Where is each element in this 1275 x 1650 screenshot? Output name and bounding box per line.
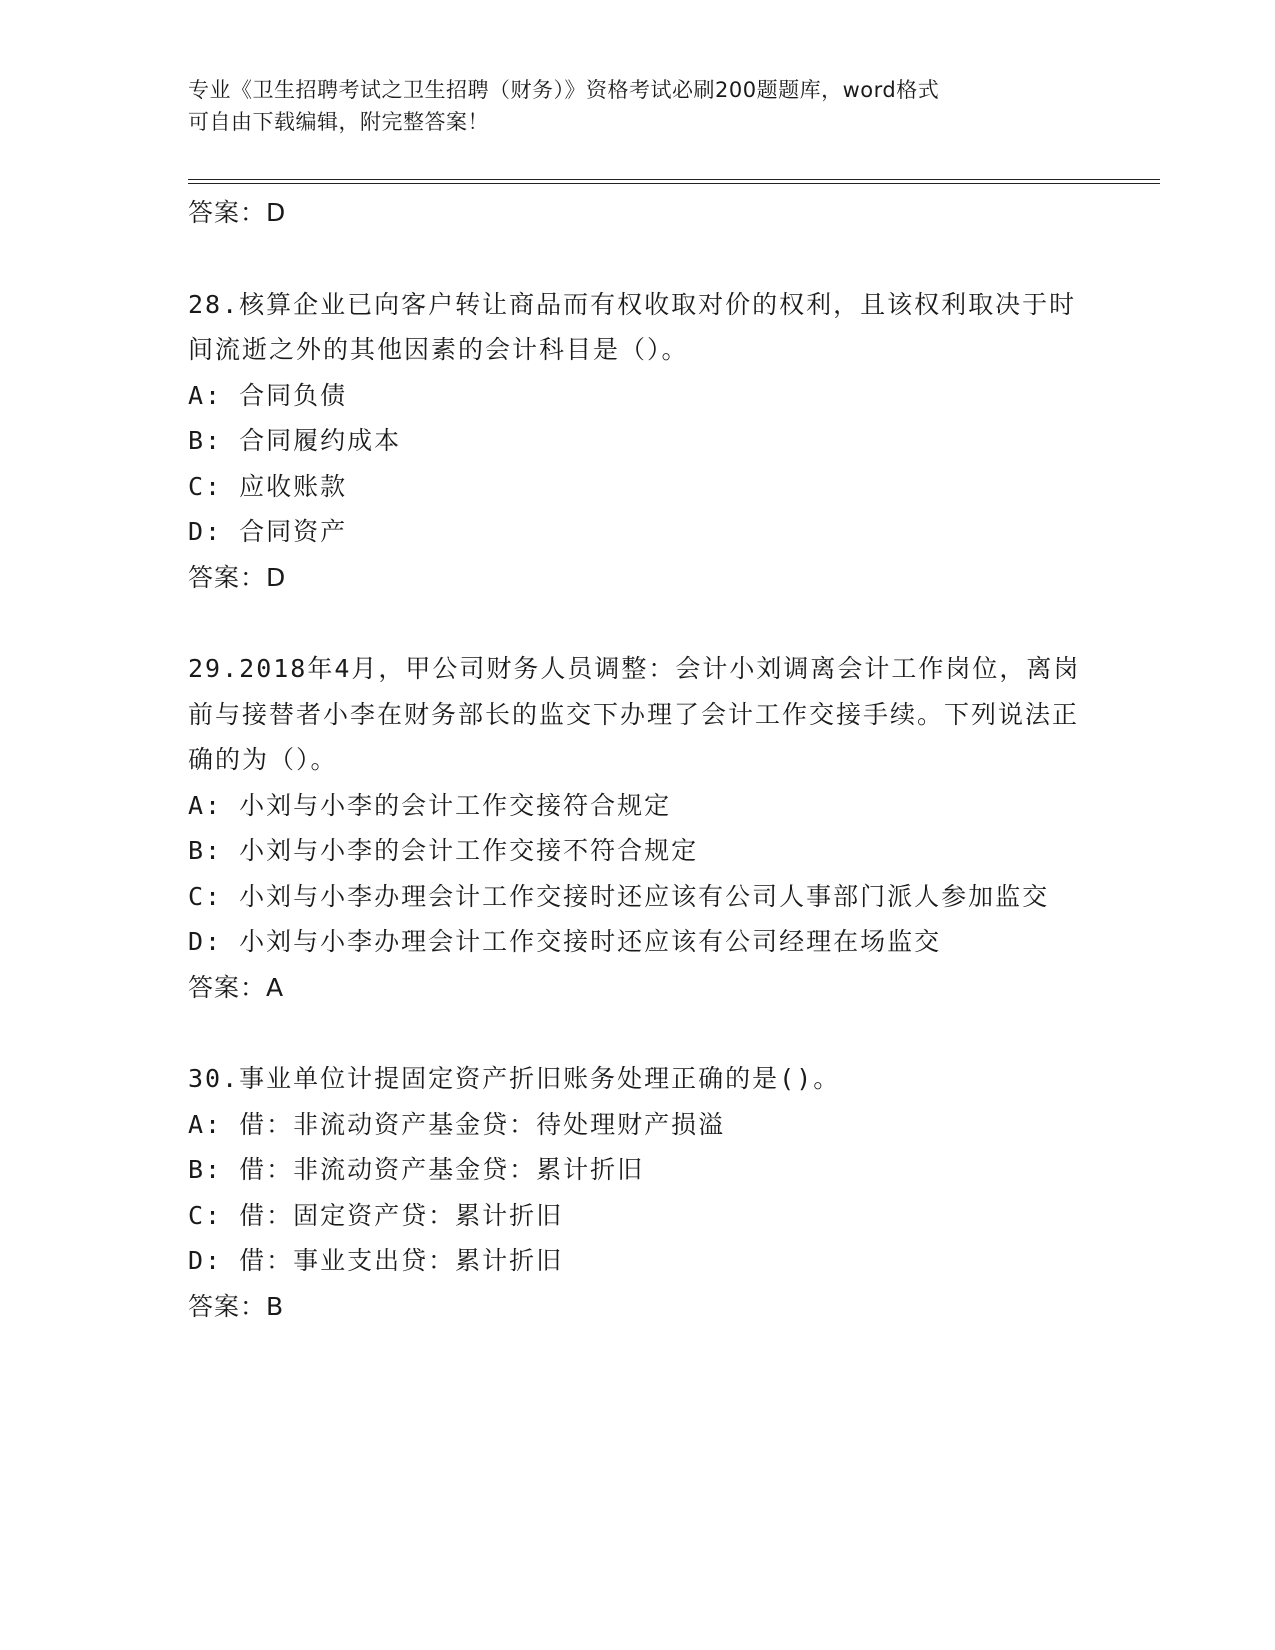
question-stem: 30.事业单位计提固定资产折旧账务处理正确的是()。	[188, 1064, 841, 1093]
option-d: D: 借：事业支出贷：累计折旧	[188, 1246, 564, 1275]
question-29	[188, 646, 1088, 1010]
option-c: C: 小刘与小李办理会计工作交接时还应该有公司人事部门派人参加监交	[188, 881, 1050, 911]
page-header	[188, 74, 1088, 138]
answer: 答案：D	[188, 562, 287, 592]
option-d: D: 合同资产	[188, 517, 348, 546]
option-b: B: 合同履约成本	[188, 426, 402, 455]
option-c: C: 借：固定资产贷：累计折旧	[188, 1200, 564, 1230]
answer: 答案：A	[188, 972, 285, 1002]
option-d: D: 小刘与小李办理会计工作交接时还应该有公司经理在场监交	[188, 927, 942, 956]
header-divider	[188, 179, 1160, 184]
option-a: A: 借：非流动资产基金贷：待处理财产损溢	[188, 1109, 726, 1139]
option-a: A: 合同负债	[188, 380, 348, 410]
question-stem: 29.2018年4月，甲公司财务人员调整：会计小刘调离会计工作岗位，离岗前与接替者小李在财务部长的监交下办理了会计工作交接手续。下列说法正确的为（）。	[188, 654, 1081, 774]
option-a: A: 小刘与小李的会计工作交接符合规定	[188, 790, 672, 820]
spacer	[188, 600, 1088, 646]
option-c: C: 应收账款	[188, 471, 348, 501]
option-b: B: 借：非流动资产基金贷：累计折旧	[188, 1155, 645, 1184]
option-b: B: 小刘与小李的会计工作交接不符合规定	[188, 836, 699, 865]
spacer	[188, 1010, 1088, 1056]
header-title-line-1: 专业《卫生招聘考试之卫生招聘（财务）》资格考试必刷200题题库，word格式	[188, 78, 940, 102]
question-30	[188, 1056, 1088, 1329]
question-28	[188, 282, 1088, 601]
question-stem: 28.核算企业已向客户转让商品而有权收取对价的权利，且该权利取决于时间流逝之外的其他因素的会计科目是（）。	[188, 289, 1077, 364]
header-title-line-2: 可自由下载编辑，附完整答案！	[188, 110, 489, 134]
answer: 答案：B	[188, 1291, 285, 1321]
previous-answer: 答案：D	[188, 198, 287, 227]
spacer	[188, 236, 1088, 282]
document-body	[188, 190, 1088, 1329]
